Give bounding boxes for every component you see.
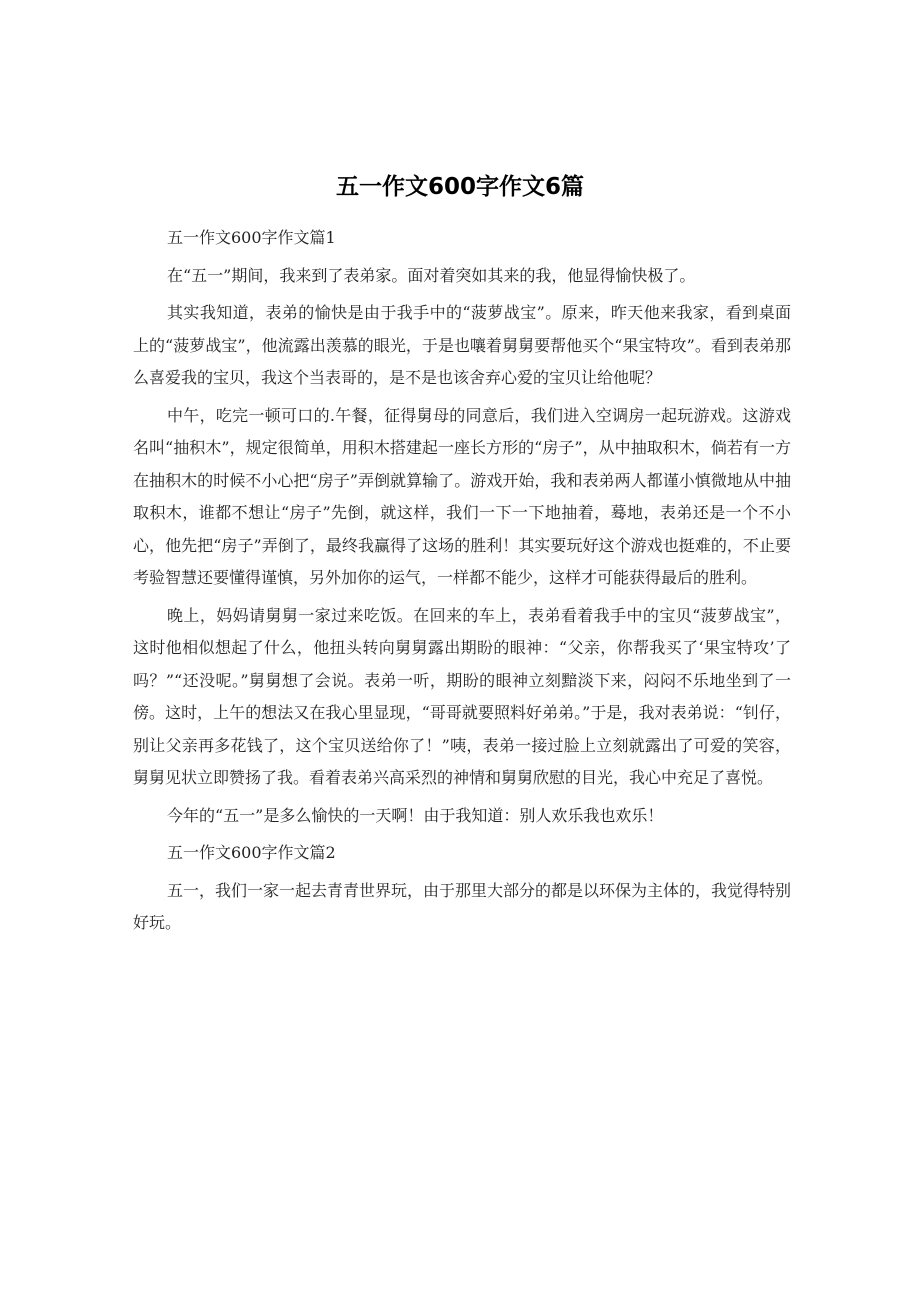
paragraph: 中午，吃完一顿可口的.午餐，征得舅母的同意后，我们进入空调房一起玩游戏。这游戏名叫“抽积木”，规定很简单，用积木搭建起一座长方形的“房子”，从中抽取积木，倘若有一方在抽积木的时候不小心把“房子”弄倒就算输了。游戏开始，我和表弟两人都谨小慎微地从中抽取积木，谁都不想让“房子”先倒，就这样，我们一下一下地抽着，蓦地，表弟还是一个不小心，他先把“房子”弄倒了，最终我赢得了这场的胜利！其实要玩好这个游戏也挺难的，不止要考验智慧还要懂得谨慎，另外加你的运气，一样都不能少，这样才可能获得最后的胜利。: [133, 405, 791, 587]
paragraph: 在“五一”期间，我来到了表弟家。面对着突如其来的我，他显得愉快极了。: [167, 265, 696, 285]
paragraph: 晚上，妈妈请舅舅一家过来吃饭。在回来的车上，表弟看着我手中的宝贝“菠萝战宝”，这时他相似想起了什么，他扭头转向舅舅露出期盼的眼神：“父亲，你帮我买了‘果宝特攻’了吗？”“还没呢。”舅舅想了会说。表弟一听，期盼的眼神立刻黯淡下来，闷闷不乐地坐到了一傍。这时，上午的想法又在我心里显现，“哥哥就要照料好弟弟。”于是，我对表弟说：“钊仔，别让父亲再多花钱了，这个宝贝送给你了！”咦，表弟一接过脸上立刻就露出了可爱的笑容，舅舅见状立即赞扬了我。看着表弟兴高采烈的神情和舅舅欣慰的目光，我心中充足了喜悦。: [133, 605, 791, 787]
section-heading-2: 五一作文600字作文篇2: [167, 843, 336, 862]
document-title: 五一作文600字作文6篇: [335, 174, 584, 200]
paragraph: 五一，我们一家一起去青青世界玩，由于那里大部分的都是以环保为主体的，我觉得特别好玩。: [133, 880, 792, 932]
paragraph: 其实我知道，表弟的愉快是由于我手中的“菠萝战宝”。原来，昨天他来我家，看到桌面上的“菠萝战宝”，他流露出羡慕的眼光，于是也嚷着舅舅要帮他买个“果宝特攻”。看到表弟那么喜爱我的宝贝，我这个当表哥的，是不是也该舍弃心爱的宝贝让给他呢？: [133, 303, 791, 387]
document-body: [133, 222, 791, 945]
section-heading-1: 五一作文600字作文篇1: [167, 228, 336, 247]
paragraph: 今年的“五一”是多么愉快的一天啊！由于我知道：别人欢乐我也欢乐！: [167, 805, 664, 825]
